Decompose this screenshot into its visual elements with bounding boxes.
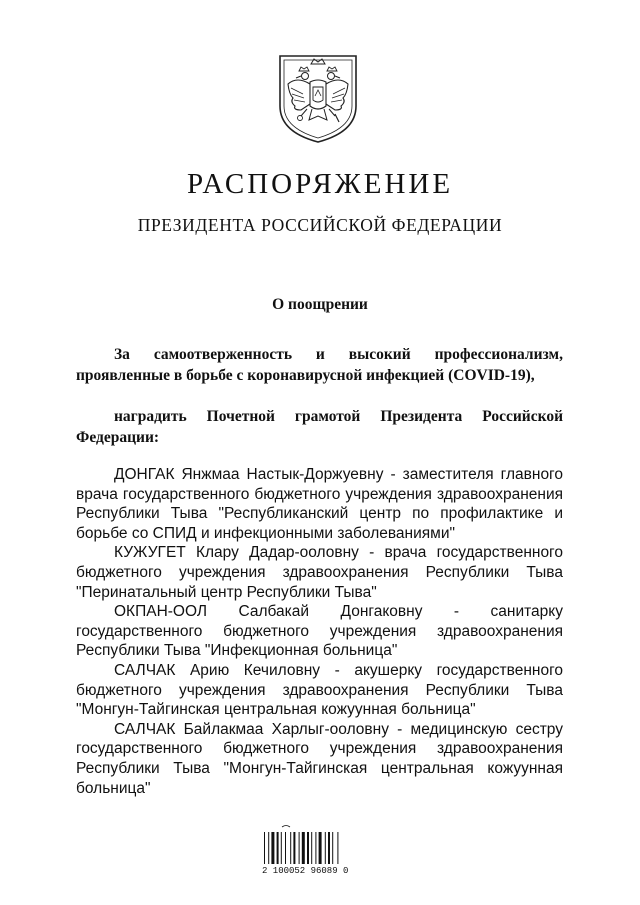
barcode-number: 2 100052 96089 0: [262, 866, 349, 876]
recipient-item: ОКПАН-ООЛ Салбакай Донгаковну - санитарку государственного бюджетного учреждения здравоохранения Республики Тыва "Инфекционная больница": [76, 603, 563, 660]
barcode-icon: [262, 824, 346, 866]
barcode: [262, 824, 349, 879]
recipient-item: САЛЧАК Арию Кечиловну - акушерку государственного бюджетного учреждения здравоохранения Республики Тыва "Монгун-Тайгинская центральная кожуунная больница": [76, 661, 563, 719]
russian-coat-of-arms-icon: [277, 54, 359, 144]
document-subject: О поощрении: [272, 296, 368, 313]
recipient-item: ДОНГАК Янжмаа Настык-Доржуевну - заместителя главного врача государственного бюджетного учреждения здравоохранения Республики Тыва "Республиканский центр по профилактике и борьбе со СПИД и инфекционными заболеваниями": [76, 466, 563, 542]
document-title: РАСПОРЯЖЕНИЕ: [186, 168, 454, 200]
recipient-item: КУЖУГЕТ Клару Дадар-ооловну - врача государственного бюджетного учреждения здравоохранения Республики Тыва "Перинатальный центр Республики Тыва": [76, 544, 563, 601]
recipient-list: [76, 465, 563, 798]
recipient-item: САЛЧАК Байлакмаа Харлыг-ооловну - медицинскую сестру государственного бюджетного учреждения здравоохранения Республики Тыва "Монгун-Тайгинская центральная кожуунная больница": [76, 720, 563, 797]
preamble-text: За самоотверженность и высокий профессионализм, проявленные в борьбе с коронавирусной инфекцией (COVID-19),: [76, 346, 563, 384]
decision-text: наградить Почетной грамотой Президента Российской Федерации:: [76, 408, 563, 446]
document-subtitle: ПРЕЗИДЕНТА РОССИЙСКОЙ ФЕДЕРАЦИИ: [137, 215, 503, 235]
